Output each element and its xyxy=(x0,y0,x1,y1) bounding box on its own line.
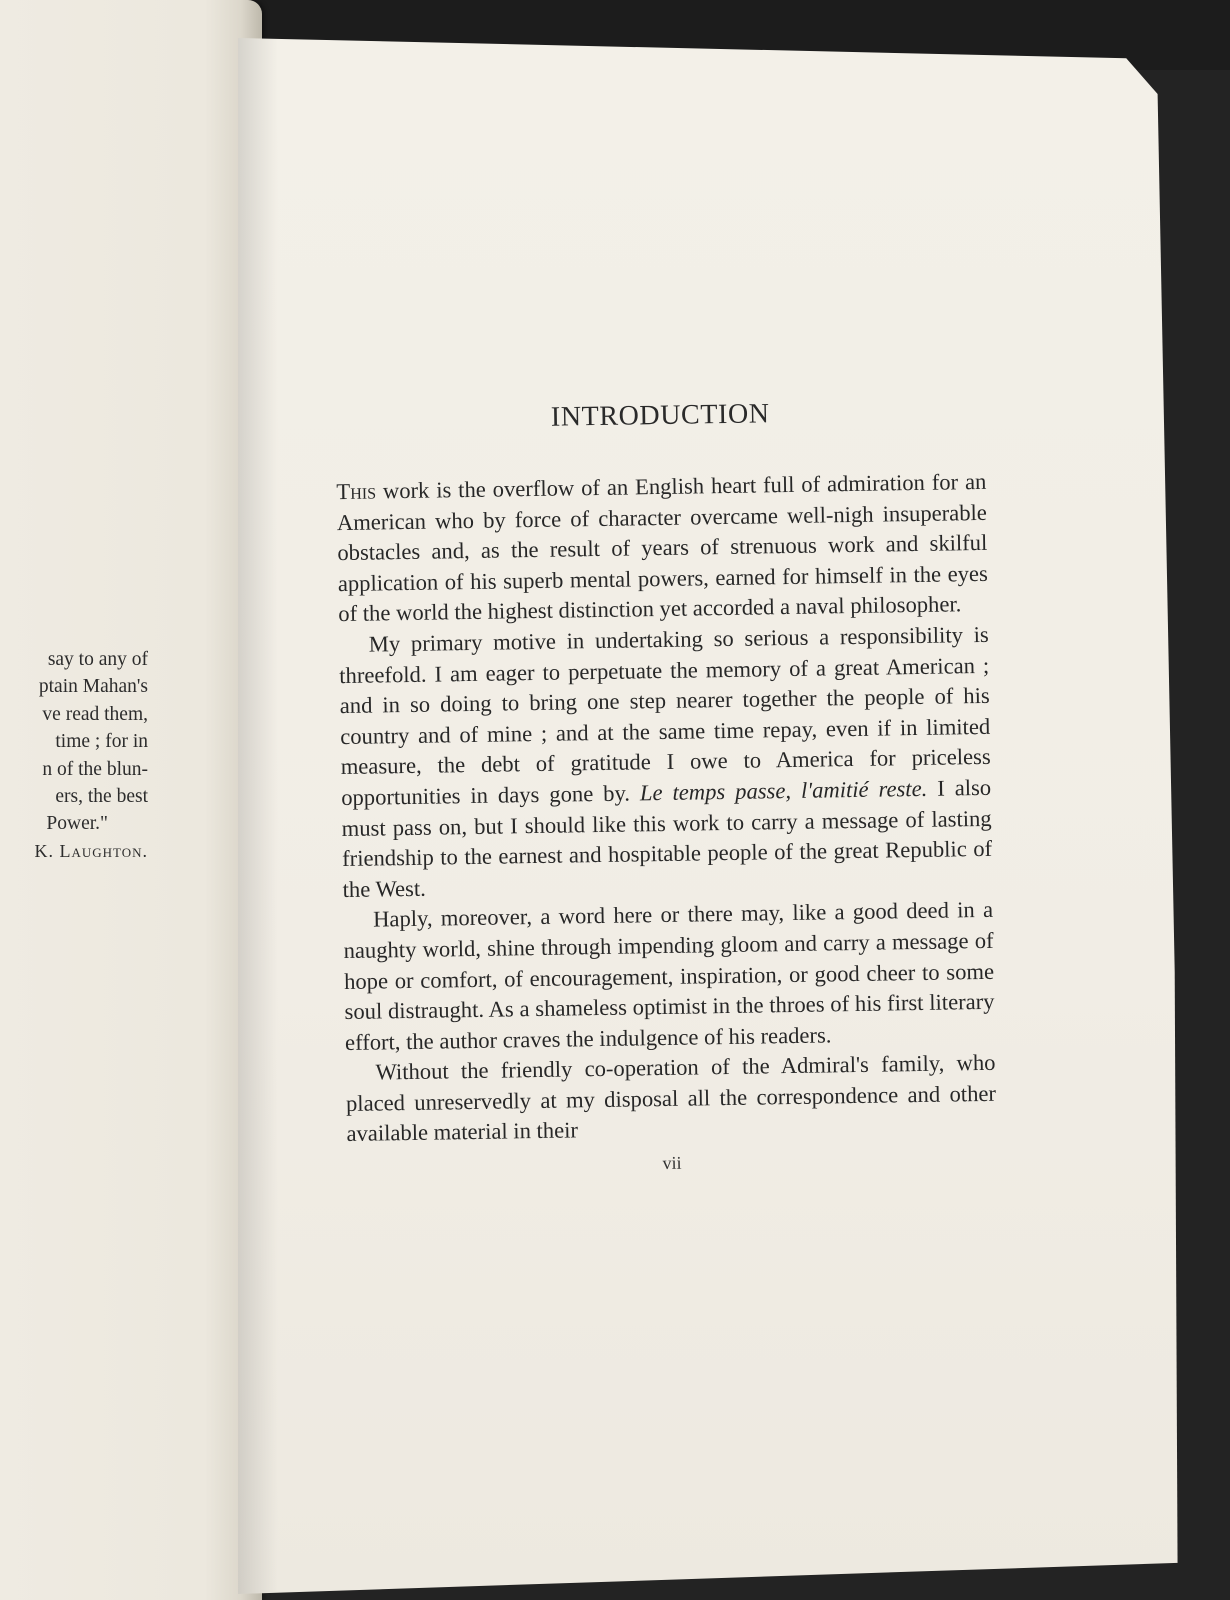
paragraph-2 xyxy=(339,620,993,906)
paragraph-1-text: work is the overflow of an English heart full of admiration for an American who by force of character overcame well-nigh insuperable obstacles and, as the result of years of strenuous work and skilful application of his superb mental powers, earned for himself in the eyes of the world the highest distinction yet accorded a naval philosopher. xyxy=(336,468,988,627)
page-title: INTRODUCTION xyxy=(550,398,770,433)
french-quote: Le temps passe, l'amitié reste. xyxy=(639,775,928,806)
left-line: n of the blun- xyxy=(42,758,148,780)
left-line: ptain Mahan's xyxy=(38,676,148,698)
paragraph-4: Without the friendly co-operation of the Admiral's family, who placed unreservedly at my disposal all the correspondence and other available material in their xyxy=(345,1050,997,1147)
paragraph-2-text: My primary motive in undertaking so serious a responsibility is threefold. I am eager to perpetuate the memory of a great American ; and in so doing to bring one step nearer together the people of his country and of mine ; and at the same time repay, even if in limited measure, the debt of gratitude I owe to America for priceless opportunities in days gone by. xyxy=(339,621,991,810)
lead-word: This xyxy=(336,478,377,505)
paragraph-3: Haply, moreover, a word here or there may, like a good deed in a naughty world, shine through impending gloom and carry a message of hope or comfort, of encouragement, inspiration, or good cheer to some soul distraught. As a shameless optimist in the throes of his first literary effort, the author craves the indulgence of his readers. xyxy=(343,897,995,1055)
left-line: time ; for in xyxy=(55,731,148,753)
quote-signature: K. Laughton. xyxy=(34,840,148,861)
left-line: Power." xyxy=(46,813,108,835)
left-page-quote xyxy=(0,646,148,865)
left-page xyxy=(0,0,262,1600)
left-line: ve read them, xyxy=(42,703,148,725)
introduction-text xyxy=(335,395,997,1179)
page-number: vii xyxy=(662,1152,682,1174)
paragraph-2-text-end: I also must pass on, but I should like this work to carry a message of lasting friendship to the earnest and hospitable people of the great Republic of the West. xyxy=(341,774,993,902)
left-line: say to any of xyxy=(47,649,148,670)
left-line: ers, the best xyxy=(55,786,148,808)
paragraph-1 xyxy=(336,467,988,630)
